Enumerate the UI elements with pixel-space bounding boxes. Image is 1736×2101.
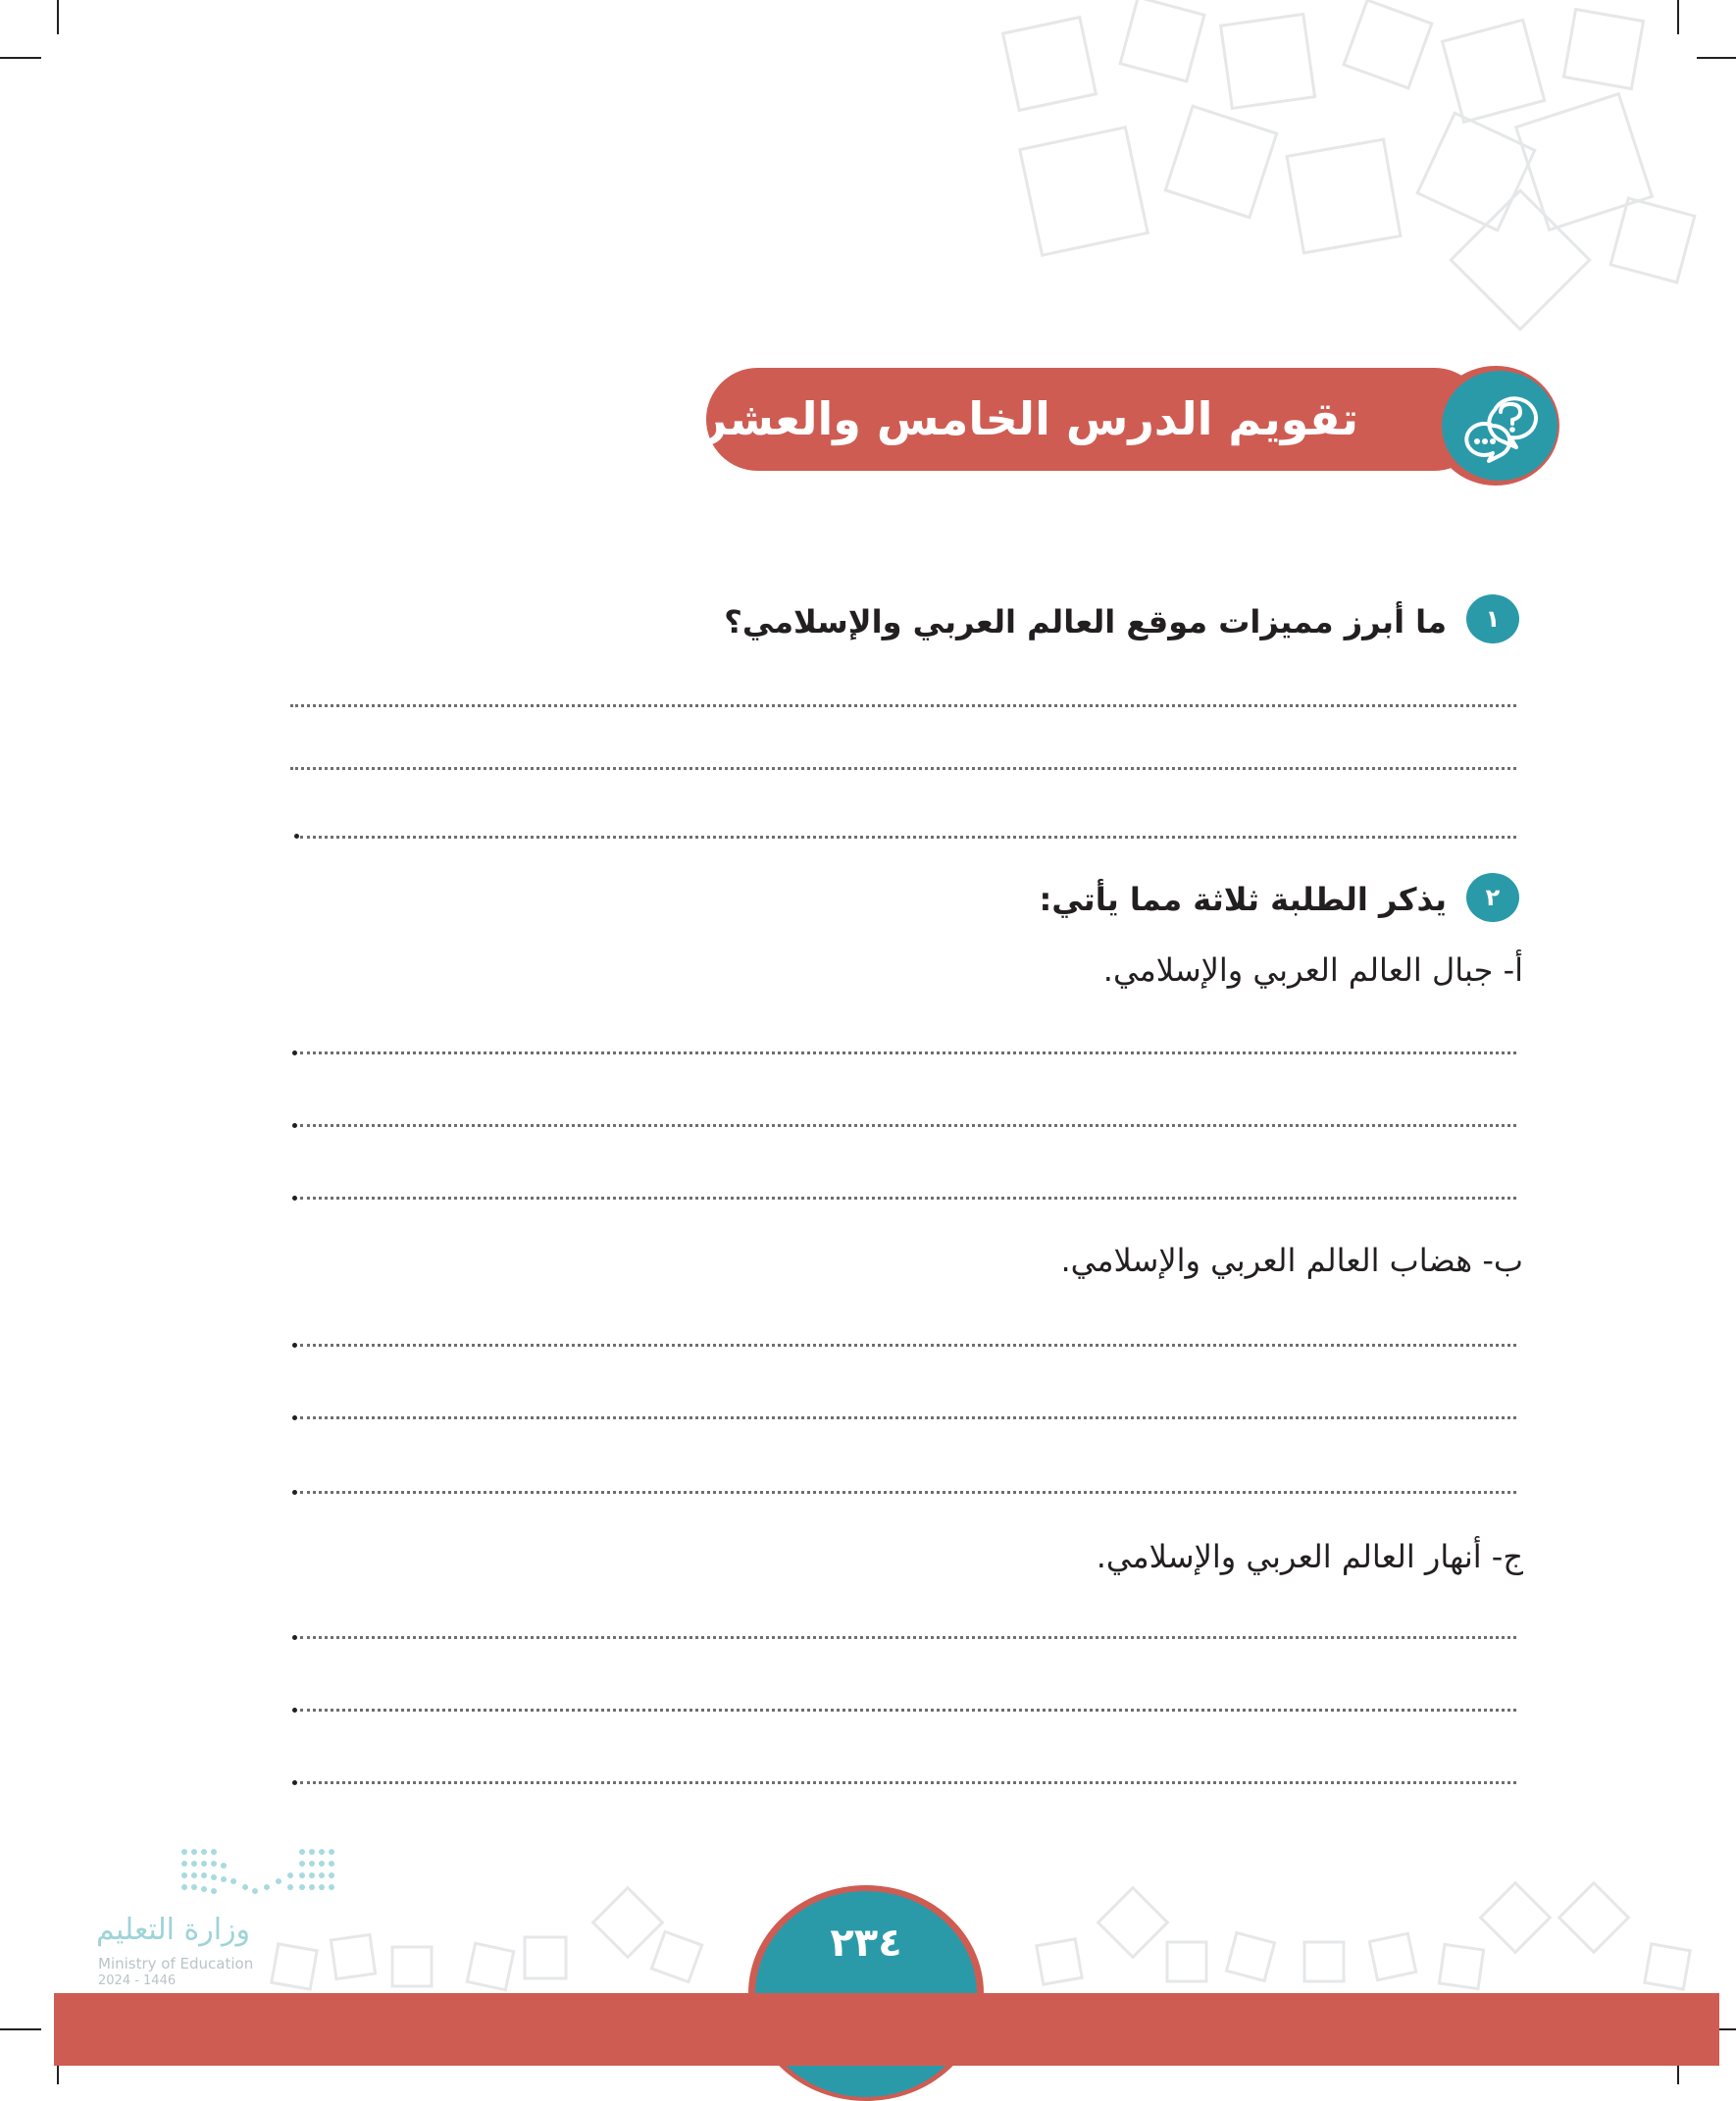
answer-line[interactable] (300, 1491, 1516, 1494)
answer-line[interactable] (290, 704, 1516, 707)
ministry-name-arabic: وزارة التعليم (96, 1913, 251, 1947)
answer-line-end-dot (292, 1708, 297, 1713)
answer-line[interactable] (300, 1416, 1516, 1419)
answer-line[interactable] (300, 1781, 1516, 1784)
answer-line[interactable] (290, 767, 1516, 770)
answer-line-end-dot (292, 1343, 297, 1348)
answer-line-end-dot (292, 1050, 297, 1055)
answer-line-end-dot (292, 1415, 297, 1420)
answer-line[interactable] (300, 1051, 1516, 1054)
page-number: ٢٣٤ (830, 1921, 902, 1966)
answer-line-end-dot (292, 1196, 297, 1201)
answer-line[interactable] (300, 1636, 1516, 1639)
answer-line[interactable] (300, 1197, 1516, 1200)
lesson-title: تقويم الدرس الخامس والعشرين (643, 392, 1358, 445)
question-2-text: يذكر الطلبة ثلاثة مما يأتي: (1039, 881, 1447, 918)
ministry-logo-mark (177, 1844, 353, 1913)
question-1-text: ما أبرز مميزات موقع العالم العربي والإسلامي؟ (724, 603, 1447, 641)
answer-line-end-dot (294, 834, 299, 839)
question-chat-icon (1442, 371, 1557, 481)
answer-line-end-dot (292, 1490, 297, 1495)
question-2-part-b: ب- هضاب العالم العربي والإسلامي. (1060, 1242, 1523, 1279)
ministry-name-english: Ministry of Education (98, 1955, 254, 1973)
question-number-badge: ٢ (1466, 873, 1519, 922)
ministry-year: 2024 - 1446 (98, 1973, 177, 1988)
answer-line-end-dot (292, 1123, 297, 1128)
question-2-part-a: أ- جبال العالم العربي والإسلامي. (1102, 951, 1523, 989)
answer-line[interactable] (300, 1344, 1516, 1347)
footer-bar (54, 1993, 1719, 2066)
answer-line[interactable] (300, 836, 1516, 839)
question-2-part-c: ج- أنهار العالم العربي والإسلامي. (1096, 1538, 1523, 1575)
answer-line[interactable] (300, 1124, 1516, 1127)
answer-line-end-dot (292, 1635, 297, 1640)
lesson-title-banner (643, 368, 1486, 471)
answer-line[interactable] (300, 1709, 1516, 1712)
question-number-badge: ١ (1466, 594, 1519, 643)
answer-line-end-dot (292, 1780, 297, 1785)
